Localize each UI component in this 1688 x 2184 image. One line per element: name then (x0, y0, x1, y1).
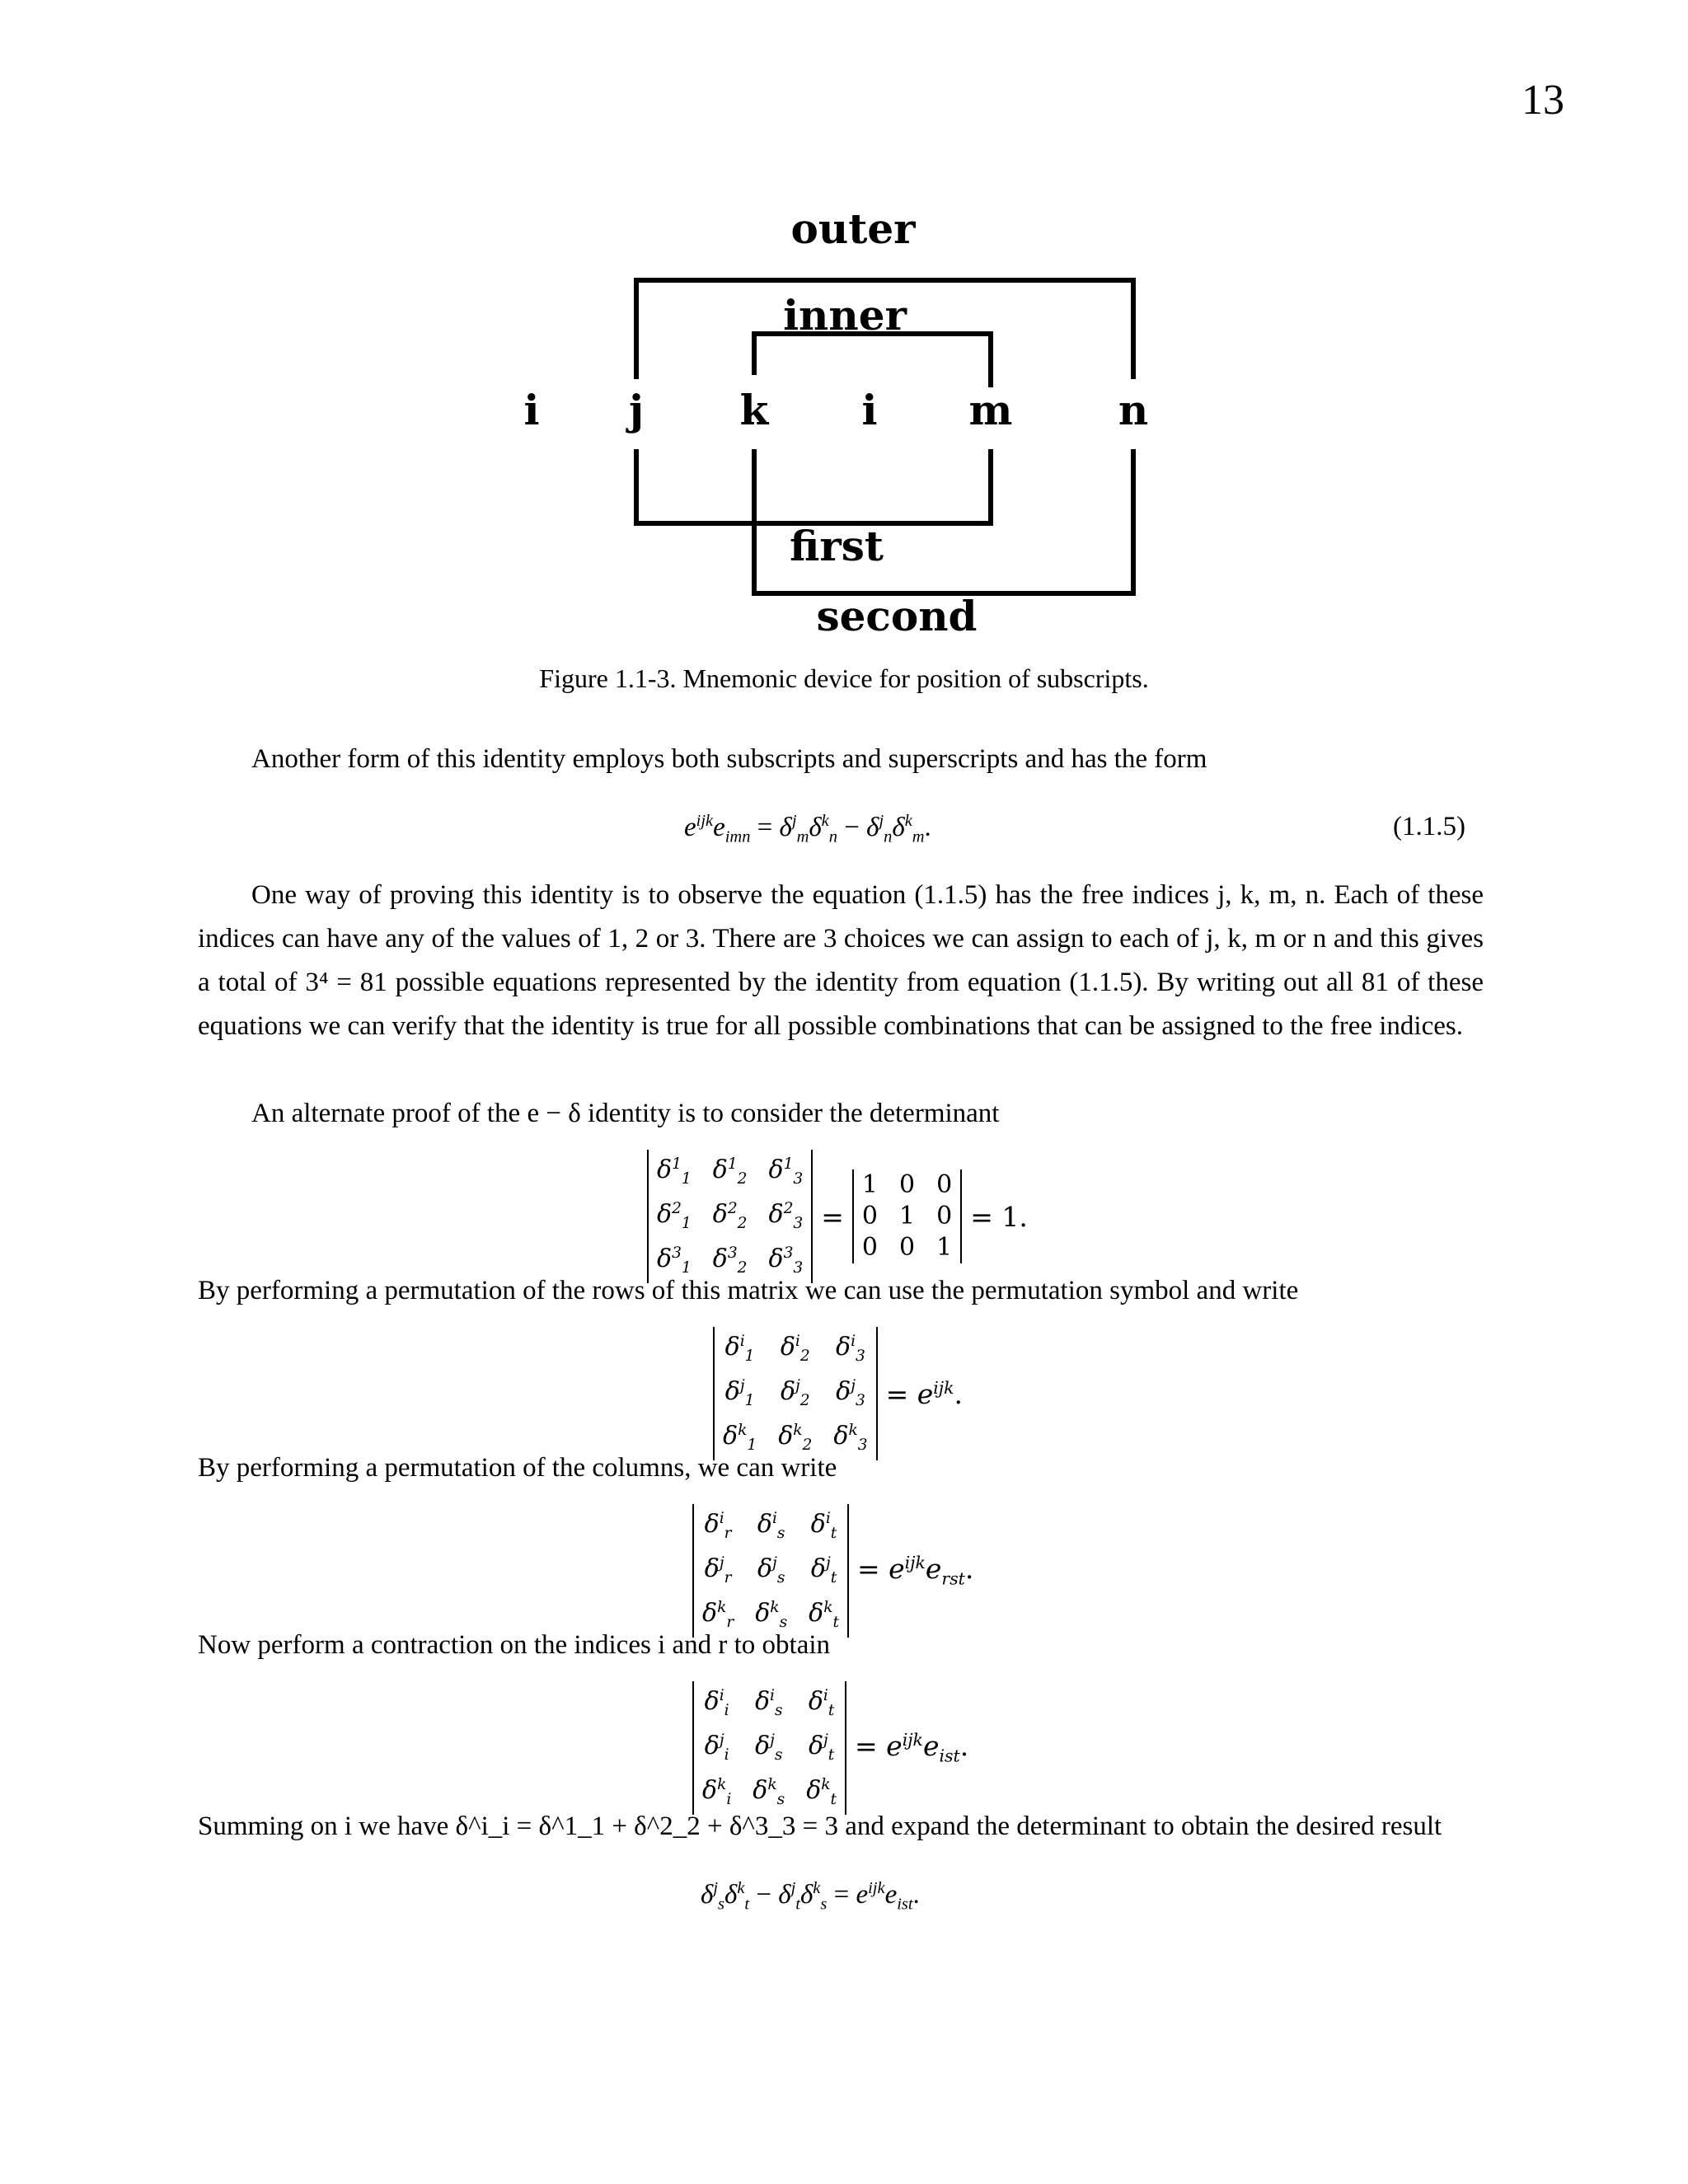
label-second: second (816, 592, 978, 640)
index-n: n (1118, 386, 1149, 434)
determinant-identity: $\delta^1_1$ $\delta^1_2$ $\delta^1_3$ $\delta^2_1$ $\delta^2_2$ $\delta^2_3$ $\delta^3_1$ $\delta^3_2$ $\delta^3_3$ = 1 0 0 0 1 0 0 0 1 = 1. (647, 1150, 1028, 1283)
final-equation: $\delta^j_s\delta^k_t - \delta^j_t\delta^k_s = e^{ijk}e_{ist}$. (701, 1879, 920, 1914)
label-inner: inner (783, 291, 907, 340)
index-m: m (968, 386, 1013, 434)
figure-caption: Figure 1.1-3. Mnemonic device for position of subscripts. (539, 663, 1149, 693)
determinant-permutation-columns: $\delta^i_r$ $\delta^i_s$ $\delta^i_t$ $\delta^j_r$ $\delta^j_s$ $\delta^j_t$ $\delta^k_r$ $\delta^k_s$ $\delta^k_t$ = $e^{ijk}e_{rst}$. (692, 1504, 973, 1638)
index-k: k (739, 386, 769, 434)
index-i1: i (523, 386, 540, 434)
paragraph-6: Now perform a contraction on the indices i and r to obtain (198, 1630, 831, 1660)
mnemonic-diagram (511, 198, 1187, 692)
determinant-permutation-rows: $\delta^i_1$ $\delta^i_2$ $\delta^i_3$ $\delta^j_1$ $\delta^j_2$ $\delta^j_3$ $\delta^k_1$ $\delta^k_2$ $\delta^k_3$ = $e^{ijk}$. (713, 1327, 963, 1460)
paragraph-3: An alternate proof of the e − δ identity is to consider the determinant (251, 1099, 1000, 1128)
page-number: 13 (1522, 77, 1564, 124)
paragraph-1: Another form of this identity employs both subscripts and superscripts and has the form (251, 744, 1207, 774)
inner-bracket (754, 334, 991, 387)
index-i2: i (861, 386, 878, 434)
paragraph-5: By performing a permutation of the columns, we can write (198, 1453, 837, 1483)
paragraph-7: Summing on i we have δ^i_i = δ^1_1 + δ^2_2 + δ^3_3 = 3 and expand the determinant to obtain the desired result (198, 1811, 1442, 1841)
label-outer: outer (790, 204, 916, 253)
equation-1-1-5: $e^{ijk}e_{imn} = \delta^j_m\delta^k_n - \delta^j_n\delta^k_m$. (684, 812, 931, 846)
paragraph-4: By performing a permutation of the rows of this matrix we can use the permutation symbol and write (198, 1276, 1299, 1305)
label-first: first (790, 522, 884, 570)
diagram-svg (511, 198, 1187, 692)
first-bracket (636, 449, 991, 523)
determinant-contraction: $\delta^i_i$ $\delta^i_s$ $\delta^i_t$ $\delta^j_i$ $\delta^j_s$ $\delta^j_t$ $\delta^k_i$ $\delta^k_s$ $\delta^k_t$ = $e^{ijk}e_{ist}$. (692, 1681, 968, 1815)
index-j: j (628, 386, 645, 434)
paragraph-2: One way of proving this identity is to observe the equation (1.1.5) has the free indices j, k, m, n. Each of these indices can have any of the values of 1, 2 or 3. There are 3 choices we can assign to each of j, k, m or n and this gives a total of 3⁴ = 81 possible equations represented by the identity from equation (1.1.5). By writing out all 81 of these equations we can verify that the identity is true for all possible combinations that can be assigned to the free indices. (198, 880, 1484, 1041)
equation-number: (1.1.5) (1393, 812, 1465, 841)
